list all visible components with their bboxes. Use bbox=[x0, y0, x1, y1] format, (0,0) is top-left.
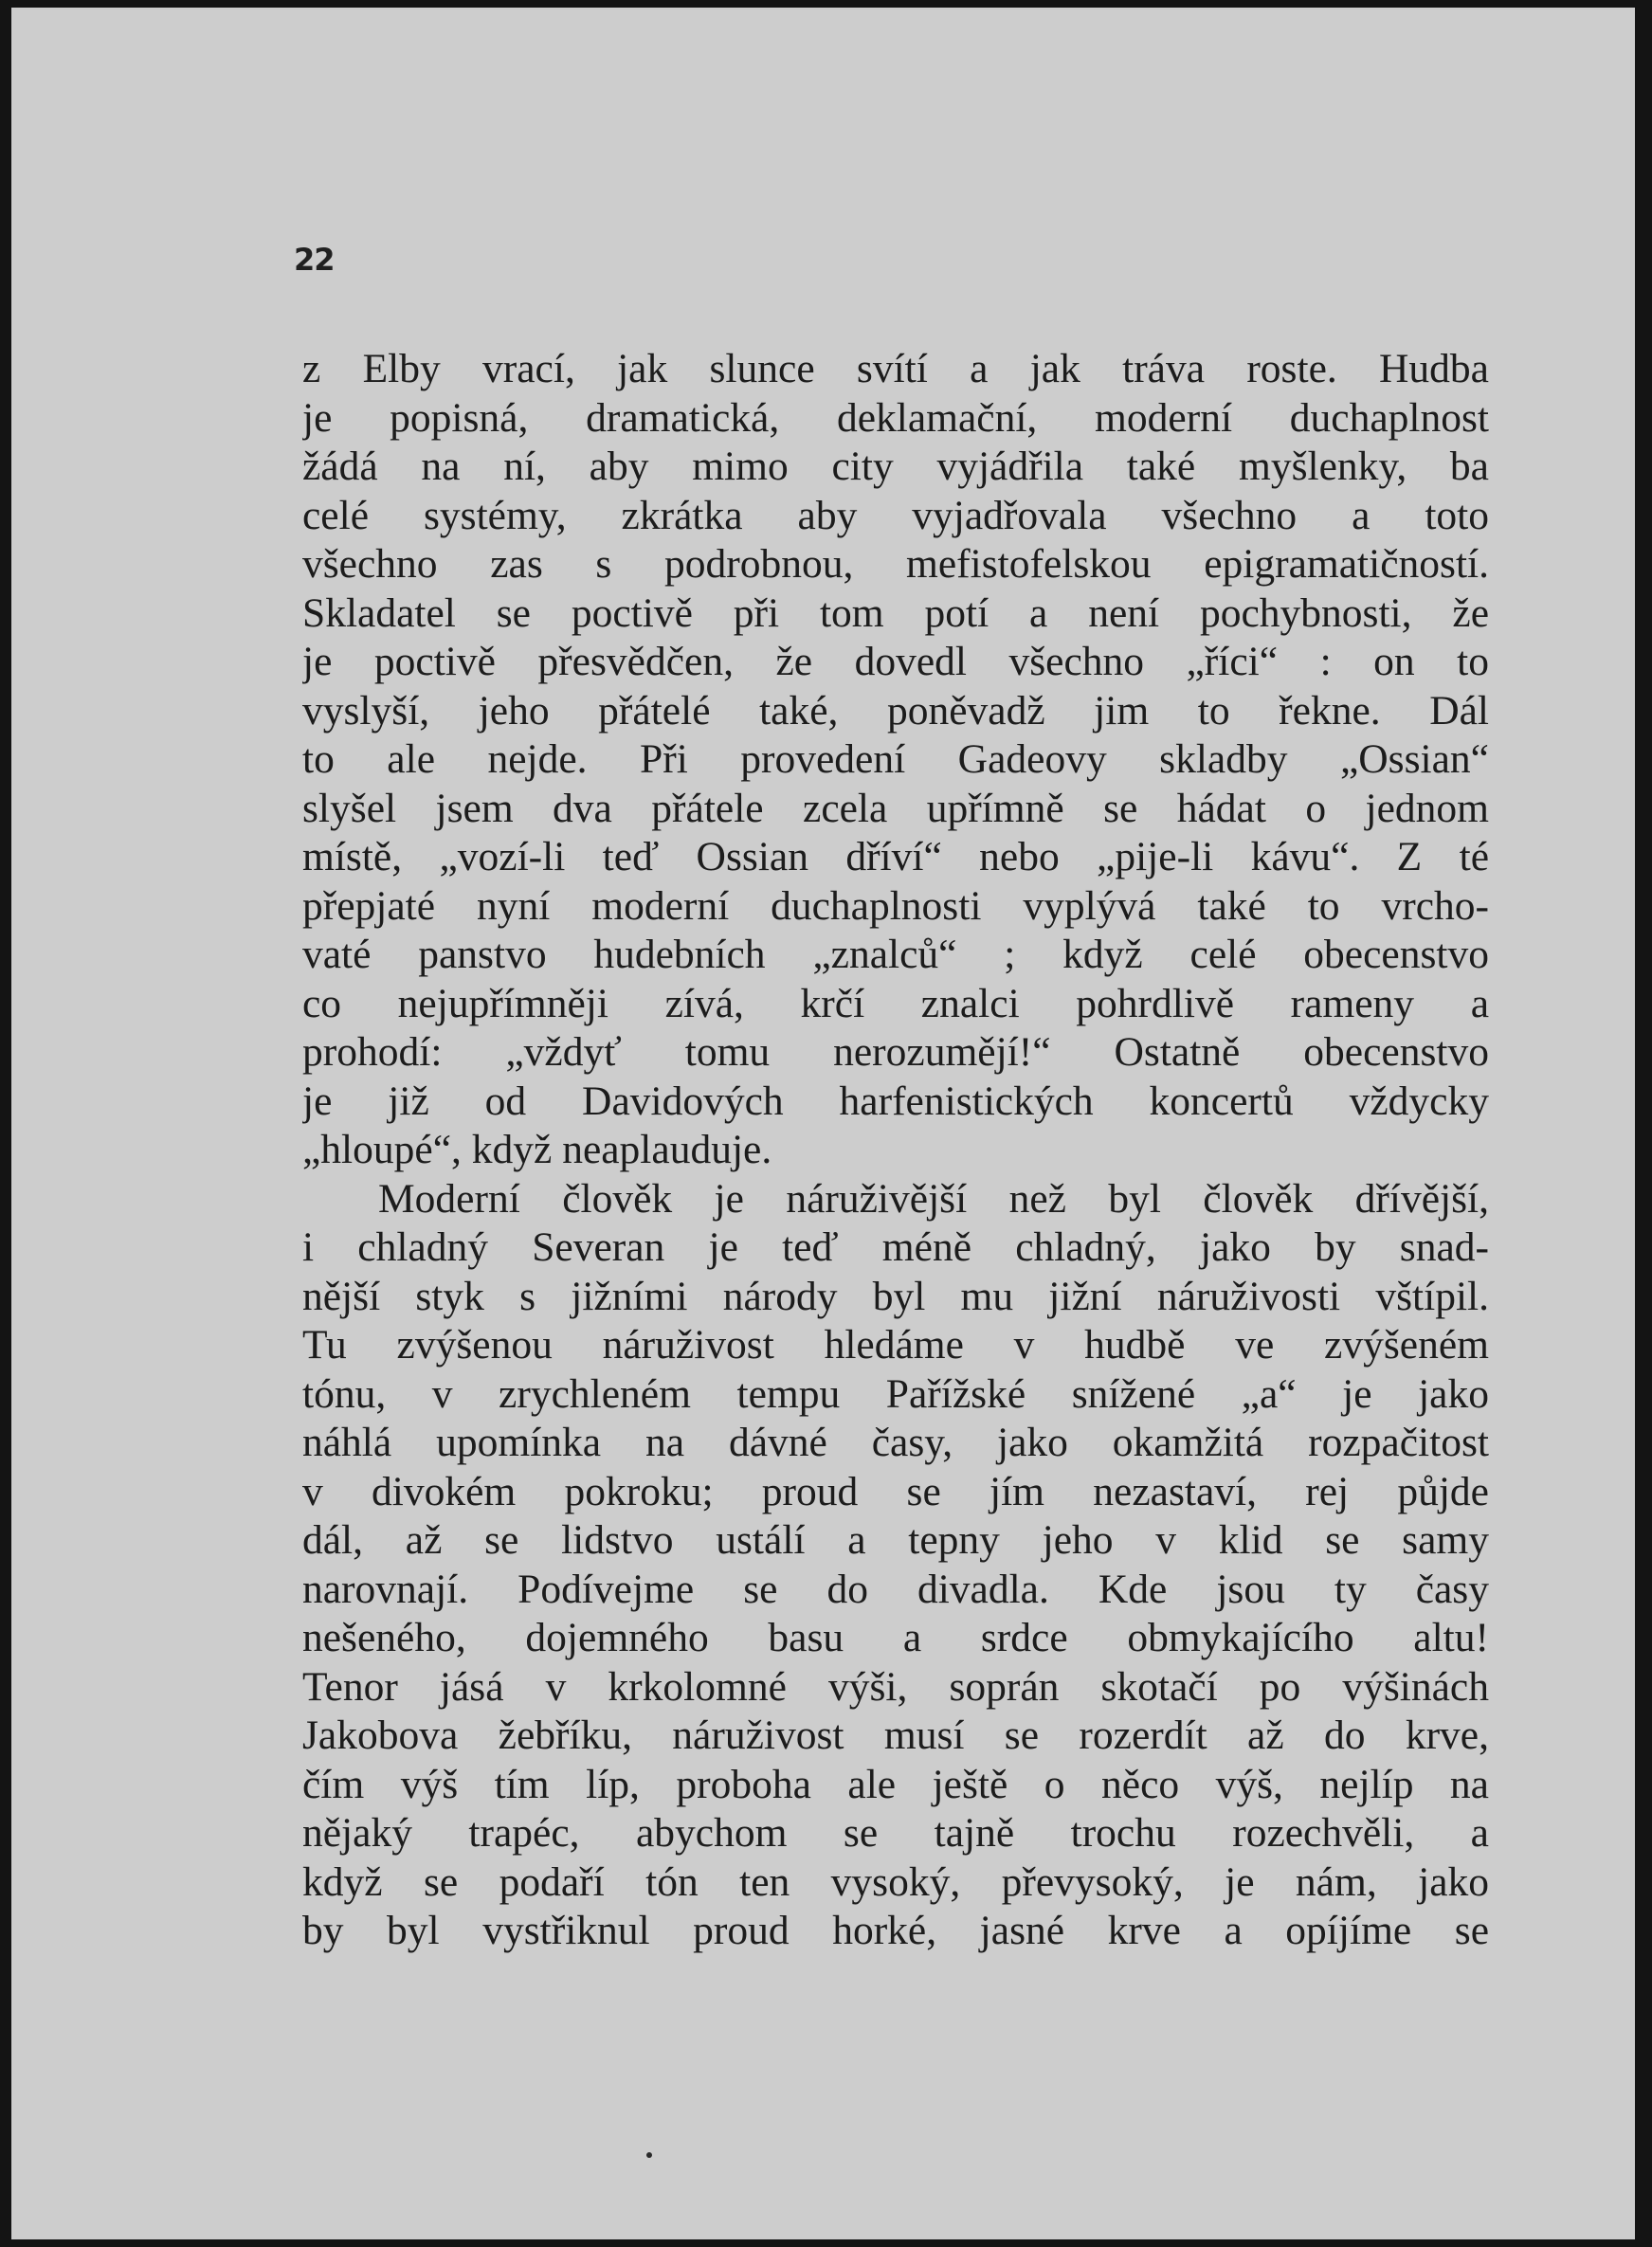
text-line: místě, „vozí-li teď Ossian dříví“ nebo „pije-li kávu“. Z té bbox=[302, 834, 1489, 879]
text-line: nějaký trapéc, abychom se tajně trochu rozechvěli, a bbox=[302, 1810, 1489, 1856]
text-line: je popisná, dramatická, deklamační, moderní duchaplnost bbox=[302, 394, 1489, 441]
text-line: slyšel jsem dva přátele zcela upřímně se hádat o jednom bbox=[302, 785, 1489, 831]
text-line: je již od Davidových harfenistických koncertů vždycky bbox=[302, 1078, 1489, 1124]
text-line: tónu, v zrychleném tempu Pařížské snížené „a“ je jako bbox=[302, 1370, 1489, 1417]
book-page bbox=[11, 8, 1635, 2239]
text-line: přepjaté nyní moderní duchaplnosti vyplývá také to vrcho- bbox=[302, 882, 1489, 929]
text-line: když se podaří tón ten vysoký, převysoký, je nám, jako bbox=[302, 1858, 1489, 1905]
text-line: v divokém pokroku; proud se jím nezastaví, rej půjde bbox=[302, 1468, 1489, 1514]
text-line: co nejupřímněji zívá, krčí znalci pohrdlivě rameny a bbox=[302, 980, 1489, 1026]
text-line: dál, až se lidstvo ustálí a tepny jeho v klid se samy bbox=[302, 1517, 1489, 1563]
text-line: i chladný Severan je teď méně chladný, jako by snad- bbox=[302, 1224, 1489, 1270]
text-line: to ale nejde. Při provedení Gadeovy skladby „Ossian“ bbox=[302, 736, 1489, 782]
scan-speck bbox=[646, 2152, 652, 2158]
text-line: Tu zvýšenou náruživost hledáme v hudbě ve zvýšeném bbox=[302, 1322, 1489, 1368]
text-line: prohodí: „vždyť tomu nerozumějí!“ Ostatně obecenstvo bbox=[302, 1029, 1489, 1075]
text-line: Skladatel se poctivě při tom potí a není pochybnosti, že bbox=[302, 589, 1489, 636]
text-line: Tenor jásá v krkolomné výši, soprán skotačí po výšinách bbox=[302, 1663, 1489, 1710]
text-line: Jakobova žebříku, náruživost musí se rozerdít až do krve, bbox=[302, 1712, 1489, 1758]
text-line-paragraph-end: „hloupé“, když neaplauduje. bbox=[302, 1127, 772, 1172]
text-line: vyslyší, jeho přátelé také, poněvadž jim to řekne. Dál bbox=[302, 687, 1489, 734]
text-line: náhlá upomínka na dávné časy, jako okamžitá rozpačitost bbox=[302, 1420, 1489, 1465]
page-number: 22 bbox=[294, 242, 335, 278]
body-text bbox=[302, 345, 1489, 1956]
text-line: je poctivě přesvědčen, že dovedl všechno „říci“ : on to bbox=[302, 639, 1489, 684]
text-line: nešeného, dojemného basu a srdce obmykajícího altu! bbox=[302, 1615, 1489, 1660]
text-line-paragraph-start: Moderní člověk je náruživější než byl člověk dřívější, bbox=[378, 1175, 1489, 1222]
text-line: z Elby vrací, jak slunce svítí a jak tráva roste. Hudba bbox=[302, 346, 1489, 391]
text-line: by byl vystřiknul proud horké, jasné krve a opíjíme se bbox=[302, 1908, 1489, 1953]
text-line: žádá na ní, aby mimo city vyjádřila také myšlenky, ba bbox=[302, 444, 1489, 489]
text-line: narovnají. Podívejme se do divadla. Kde jsou ty časy bbox=[302, 1566, 1489, 1612]
text-line: všechno zas s podrobnou, mefistofelskou epigramatičností. bbox=[302, 541, 1489, 587]
text-line: čím výš tím líp, proboha ale ještě o něco výš, nejlíp na bbox=[302, 1761, 1489, 1807]
text-line: celé systémy, zkrátka aby vyjadřovala všechno a toto bbox=[302, 492, 1489, 538]
text-line: nější styk s jižními národy byl mu jižní náruživosti vštípil. bbox=[302, 1273, 1489, 1319]
text-line: vaté panstvo hudebních „znalců“ ; když celé obecenstvo bbox=[302, 932, 1489, 977]
